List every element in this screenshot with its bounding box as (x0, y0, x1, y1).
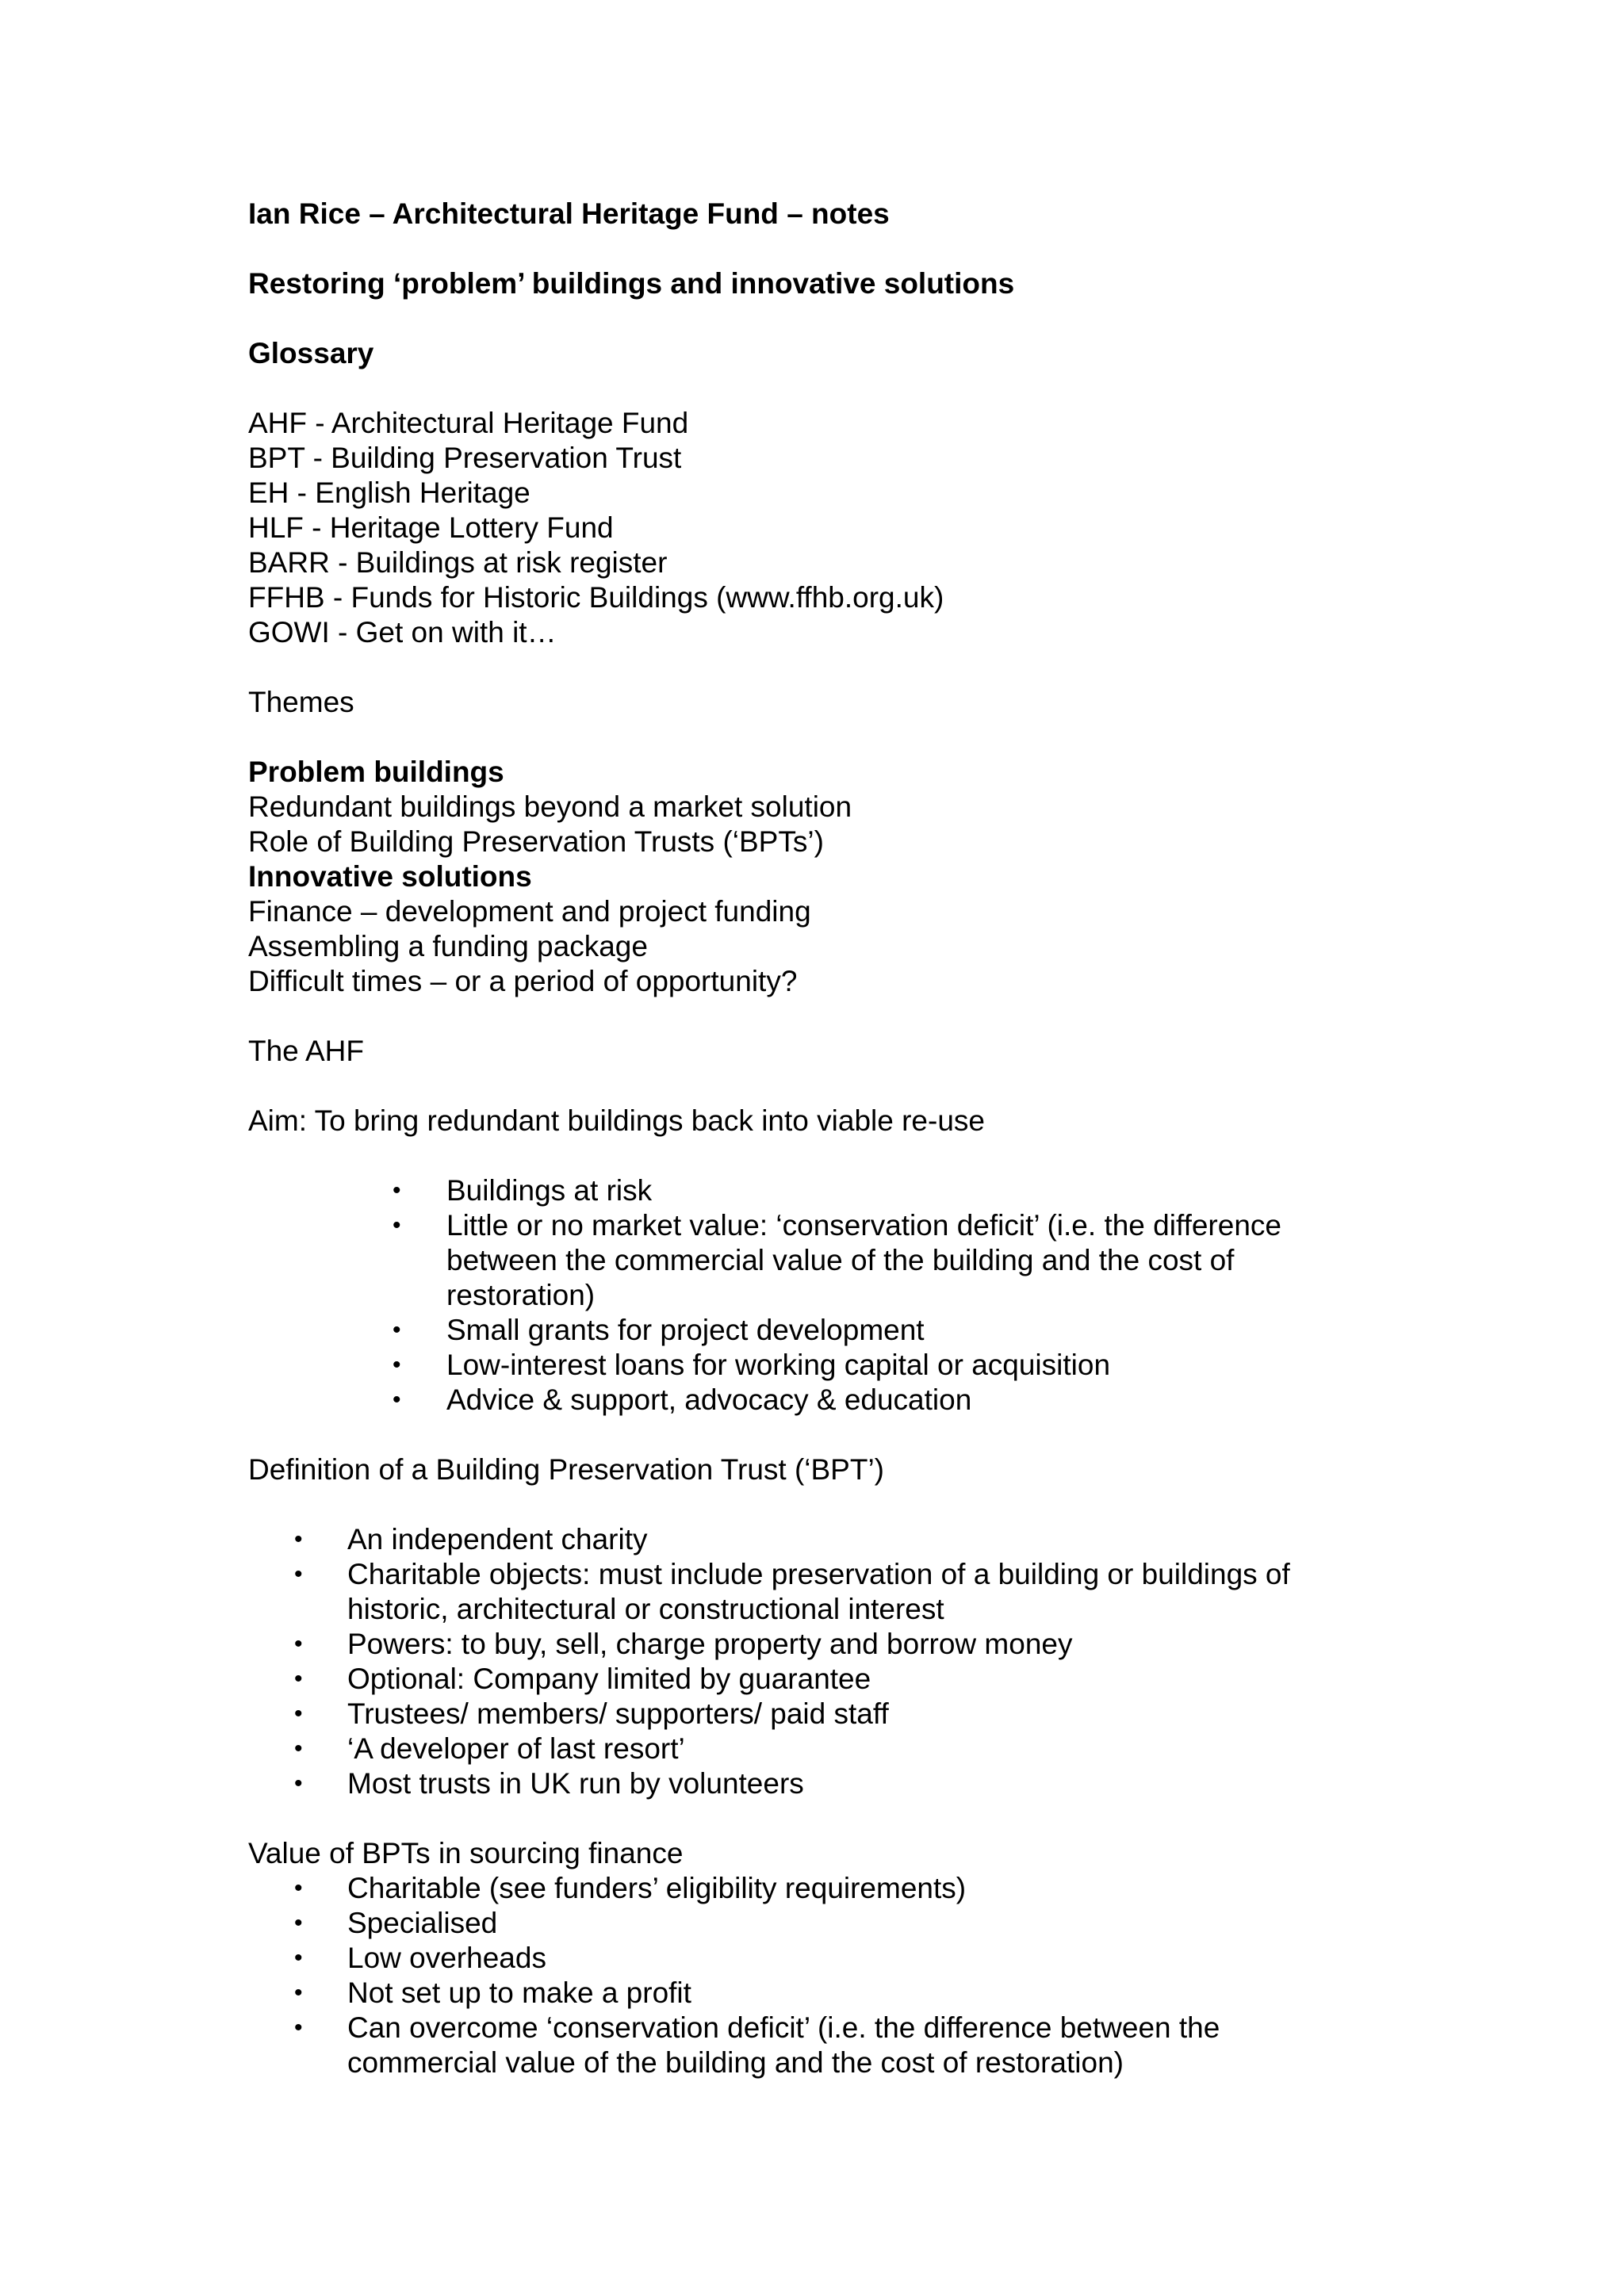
bullet-glyph: • (294, 1945, 303, 1971)
theme-item: Difficult times – or a period of opportunity? (248, 965, 798, 997)
bullet-glyph: • (294, 1735, 303, 1762)
glossary-entry: BPT - Building Preservation Trust (248, 442, 682, 474)
list-item-text: Most trusts in UK run by volunteers (347, 1767, 804, 1800)
list-item-text: Small grants for project development (446, 1314, 925, 1346)
bullet-glyph: • (294, 1910, 303, 1936)
list-item (294, 1557, 1349, 1627)
list-item (294, 1522, 1349, 1557)
bullet-glyph: • (294, 1526, 303, 1552)
list-item-text: Buildings at risk (446, 1174, 653, 1207)
list-item-text: Charitable (see funders’ eligibility requirements) (347, 1872, 967, 1904)
aim-bullet-list (393, 1173, 1344, 1418)
list-item (393, 1208, 1344, 1313)
list-item (294, 1906, 1349, 1941)
list-item-text: An independent charity (347, 1523, 648, 1556)
glossary-heading: Glossary (248, 337, 374, 369)
bullet-glyph: • (294, 1980, 303, 2006)
list-item-text: ‘A developer of last resort’ (347, 1732, 685, 1765)
list-item (393, 1313, 1344, 1348)
theme-item: Redundant buildings beyond a market solution (248, 790, 852, 823)
glossary-entry: BARR - Buildings at risk register (248, 546, 668, 579)
ahf-heading: The AHF (248, 1035, 364, 1067)
bpt-bullet-list (294, 1522, 1349, 1801)
glossary-entry: FFHB - Funds for Historic Buildings (www.ffhb.org.uk) (248, 581, 944, 614)
list-item-text: Optional: Company limited by guarantee (347, 1663, 871, 1695)
list-item-text: Charitable objects: must include preservation of a building or buildings of historic, architectural or constructional interest (347, 1558, 1290, 1625)
glossary-entry: EH - English Heritage (248, 476, 530, 509)
bullet-glyph: • (294, 2015, 303, 2041)
list-item-text: Low overheads (347, 1942, 546, 1974)
theme-item: Role of Building Preservation Trusts (‘BPTs’) (248, 825, 824, 858)
bullet-glyph: • (294, 1631, 303, 1657)
list-item-text: Not set up to make a profit (347, 1976, 691, 2009)
list-item (294, 1766, 1349, 1801)
list-item (294, 2011, 1349, 2080)
list-item-text: Trustees/ members/ supporters/ paid staff (347, 1697, 889, 1730)
list-item-text: Can overcome ‘conservation deficit’ (i.e. the difference between the commercial value of the building and the cost of restoration) (347, 2011, 1220, 2079)
bullet-glyph: • (393, 1387, 401, 1413)
themes-heading: Themes (248, 686, 354, 718)
list-item (294, 1697, 1349, 1732)
bullet-glyph: • (393, 1352, 401, 1378)
problem-buildings-heading: Problem buildings (248, 756, 504, 788)
list-item (294, 1662, 1349, 1697)
bullet-glyph: • (294, 1561, 303, 1587)
bullet-glyph: • (294, 1666, 303, 1692)
bullet-glyph: • (294, 1770, 303, 1797)
theme-item: Assembling a funding package (248, 930, 648, 962)
value-of-bpts-heading: Value of BPTs in sourcing finance (248, 1837, 684, 1869)
list-item (294, 1871, 1349, 1906)
bullet-glyph: • (393, 1177, 401, 1203)
list-item-text: Low-interest loans for working capital or acquisition (446, 1349, 1111, 1381)
value-bullet-list (294, 1871, 1349, 2080)
aim-statement: Aim: To bring redundant buildings back into viable re-use (248, 1104, 985, 1137)
bullet-glyph: • (294, 1875, 303, 1901)
document-title: Ian Rice – Architectural Heritage Fund – notes (248, 197, 890, 230)
list-item (294, 1627, 1349, 1662)
bpt-definition-heading: Definition of a Building Preservation Trust (‘BPT’) (248, 1453, 885, 1486)
glossary-entry: GOWI - Get on with it… (248, 616, 557, 649)
document-subtitle: Restoring ‘problem’ buildings and innovative solutions (248, 267, 1015, 300)
list-item-text: Advice & support, advocacy & education (446, 1383, 972, 1416)
theme-item: Finance – development and project funding (248, 895, 811, 928)
list-item (393, 1173, 1344, 1208)
list-item (294, 1941, 1349, 1976)
innovative-solutions-heading: Innovative solutions (248, 860, 532, 893)
bullet-glyph: • (393, 1317, 401, 1343)
list-item-text: Little or no market value: ‘conservation deficit’ (i.e. the difference between the commercial value of the building and the cost of restoration) (446, 1209, 1281, 1311)
list-item (294, 1732, 1349, 1766)
list-item (294, 1976, 1349, 2011)
list-item-text: Powers: to buy, sell, charge property and borrow money (347, 1628, 1073, 1660)
list-item-text: Specialised (347, 1907, 498, 1939)
bullet-glyph: • (294, 1701, 303, 1727)
glossary-entry: HLF - Heritage Lottery Fund (248, 511, 614, 544)
bullet-glyph: • (393, 1212, 401, 1238)
list-item (393, 1383, 1344, 1418)
list-item (393, 1348, 1344, 1383)
glossary-entry: AHF - Architectural Heritage Fund (248, 407, 689, 439)
